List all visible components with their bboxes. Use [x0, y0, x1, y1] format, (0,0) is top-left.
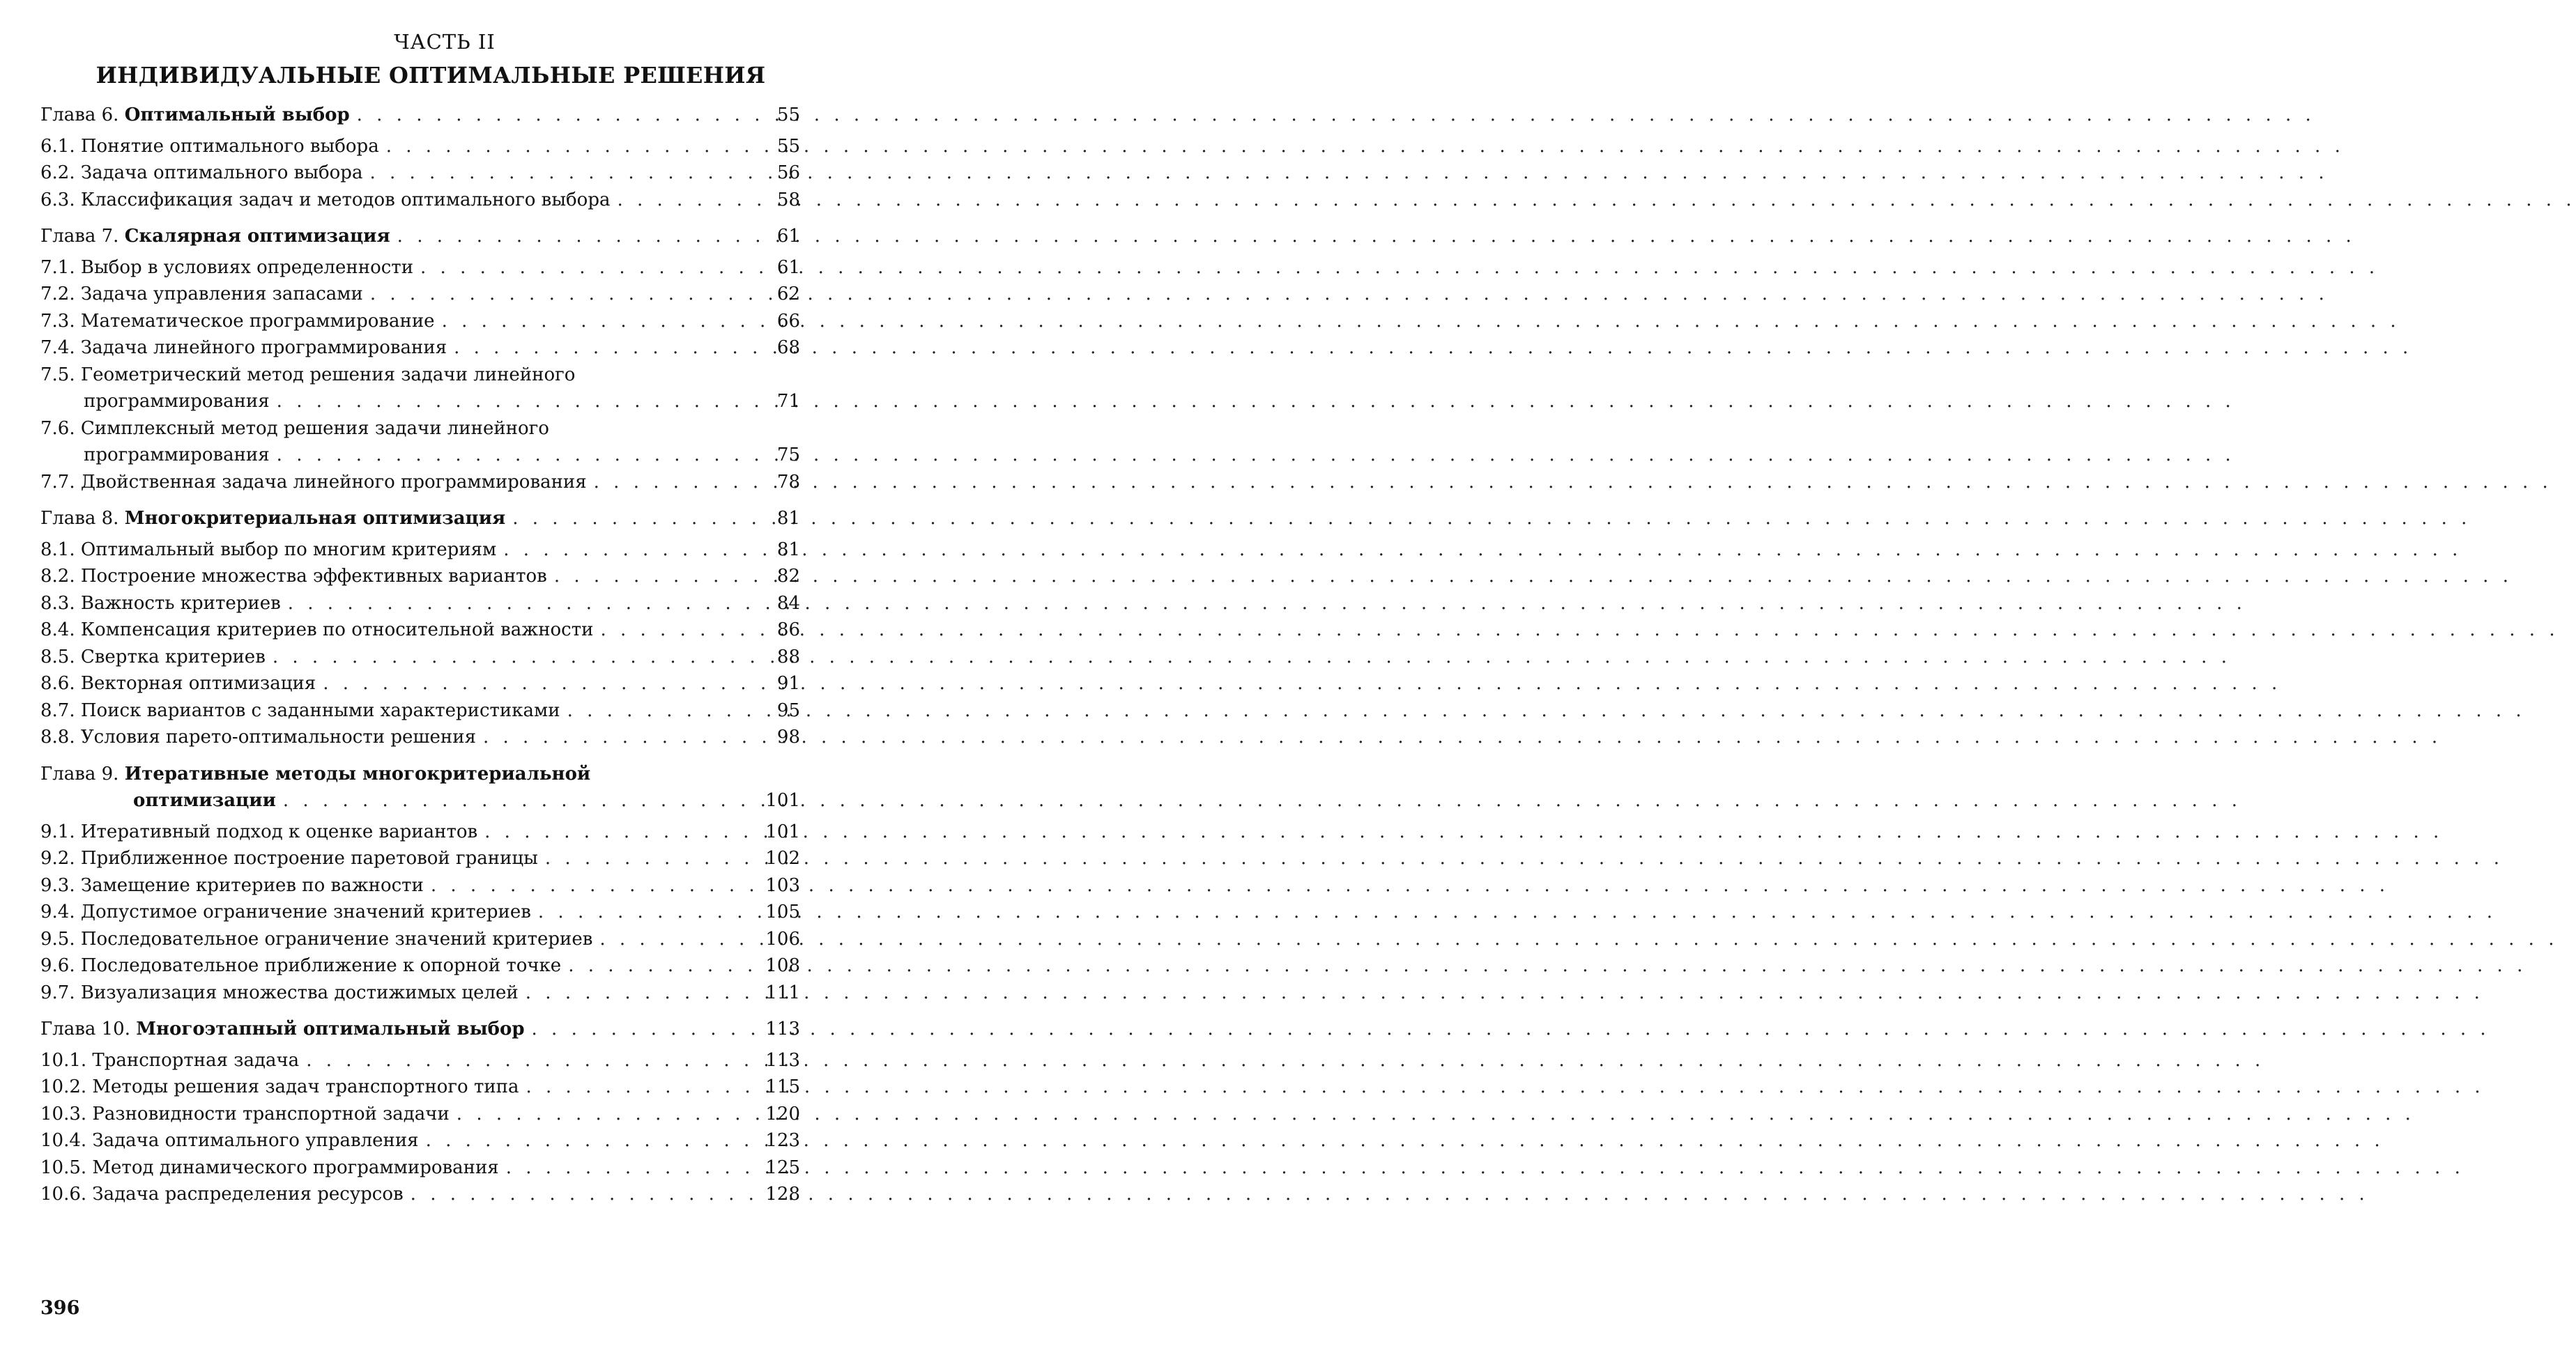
chapter-page-number: 61: [776, 226, 800, 247]
section-title: 9.7. Визуализация множества достижимых целей: [40, 982, 519, 1003]
dot-leader: [306, 1047, 761, 1074]
section-title: 7.3. Математическое программирование: [40, 310, 435, 332]
toc-section-entry[interactable]: [40, 160, 800, 187]
toc-chapter-heading[interactable]: [40, 505, 800, 532]
section-title: 7.4. Задача линейного программирования: [40, 337, 447, 358]
section-title: 8.5. Свертка критериев: [40, 646, 266, 667]
toc-section-entry[interactable]: [40, 872, 800, 899]
dot-leader: [386, 133, 767, 160]
toc-section-entry[interactable]: [40, 133, 800, 160]
toc-chapter: [40, 505, 800, 751]
section-title: 9.3. Замещение критериев по важности: [40, 874, 424, 896]
toc-section-entry[interactable]: [40, 415, 800, 442]
section-title: 8.1. Оптимальный выбор по многим критериям: [40, 539, 497, 560]
section-page-number: 86: [776, 619, 800, 640]
section-page-number: 120: [765, 1103, 800, 1125]
dot-leader: [370, 281, 767, 308]
chapter-title: Многокритериальная оптимизация: [124, 508, 506, 529]
toc-section-entry[interactable]: [40, 845, 800, 872]
dot-leader: [288, 590, 767, 617]
section-title: 8.3. Важность критериев: [40, 592, 281, 614]
dot-leader: [600, 617, 767, 644]
toc-chapter: [40, 102, 800, 213]
chapter-page-number: 101: [765, 790, 800, 811]
dot-leader: [454, 334, 767, 362]
toc-section-entry[interactable]: [40, 1101, 800, 1128]
chapter-number: Глава 7.: [40, 226, 125, 247]
section-title: 7.6. Симплексный метод решения задачи линейного: [40, 417, 549, 439]
toc-section-entry[interactable]: [40, 1181, 800, 1208]
toc-section-entry[interactable]: [40, 469, 800, 496]
dot-leader: [506, 1154, 762, 1182]
section-title: 10.5. Метод динамического программирования: [40, 1157, 499, 1178]
dot-leader: [599, 926, 761, 953]
section-page-number: 61: [776, 256, 800, 278]
chapter-page-number: 81: [776, 508, 800, 529]
section-title: 10.6. Задача распределения ресурсов: [40, 1184, 404, 1205]
section-title: 9.6. Последовательное приближение к опорной точке: [40, 955, 562, 976]
table-of-contents: [40, 102, 800, 1208]
section-title: 6.2. Задача оптимального выбора: [40, 162, 363, 183]
section-page-number: 103: [765, 874, 800, 896]
dot-leader: [526, 1074, 762, 1101]
section-page-number: 101: [765, 821, 800, 842]
dot-leader: [538, 899, 761, 926]
dot-leader: [442, 308, 767, 335]
dot-leader: [397, 223, 767, 250]
toc-section-entry[interactable]: [40, 281, 800, 308]
section-title: 6.3. Классификация задач и методов оптимального выбора: [40, 189, 611, 210]
toc-section-entry[interactable]: [40, 442, 800, 469]
section-title: 9.5. Последовательное ограничение значений критериев: [40, 928, 593, 950]
toc-chapter-heading[interactable]: [40, 787, 800, 814]
section-page-number: 128: [765, 1184, 800, 1205]
toc-section-entry[interactable]: [40, 980, 800, 1007]
chapter-title: Скалярная оптимизация: [124, 226, 390, 247]
dot-leader: [568, 952, 761, 980]
toc-section-entry[interactable]: [40, 1154, 800, 1182]
dot-leader: [526, 980, 762, 1007]
chapter-title: оптимизации: [133, 790, 276, 811]
section-title: 10.2. Методы решения задач транспортного типа: [40, 1076, 519, 1097]
toc-chapter-heading[interactable]: [40, 223, 800, 250]
section-page-number: 111: [765, 982, 800, 1003]
chapter-title: Многоэтапный оптимальный выбор: [136, 1019, 525, 1040]
toc-section-entry[interactable]: [40, 819, 800, 846]
section-page-number: 84: [776, 592, 800, 614]
toc-chapter: [40, 1016, 800, 1208]
section-title: 8.4. Компенсация критериев по относительной важности: [40, 619, 594, 640]
section-title: 7.2. Задача управления запасами: [40, 284, 363, 304]
dot-leader: [567, 697, 767, 725]
dot-leader: [512, 505, 767, 532]
dot-leader: [532, 1016, 762, 1043]
section-title: 10.4. Задача оптимального управления: [40, 1130, 419, 1151]
chapter-page-number: 55: [776, 105, 800, 125]
toc-section-entry[interactable]: [40, 362, 800, 389]
section-title: 6.1. Понятие оптимального выбора: [40, 135, 379, 157]
section-page-number: 62: [776, 284, 800, 304]
chapter-title: Оптимальный выбор: [124, 105, 350, 125]
section-page-number: 82: [776, 566, 800, 587]
toc-section-entry[interactable]: [40, 1074, 800, 1101]
section-page-number: 88: [776, 646, 800, 667]
toc-section-entry[interactable]: [40, 1047, 800, 1074]
section-page-number: 68: [776, 337, 800, 358]
section-page-number: 108: [765, 955, 800, 976]
dot-leader: [323, 670, 767, 697]
section-page-number: 66: [776, 310, 800, 332]
dot-leader: [420, 254, 767, 281]
section-title: 9.4. Допустимое ограничение значений критериев: [40, 902, 531, 922]
toc-section-entry[interactable]: [40, 899, 800, 926]
chapter-number: Глава 10.: [40, 1019, 137, 1040]
dot-leader: [545, 845, 762, 872]
chapter-page-number: 113: [765, 1019, 800, 1040]
section-page-number: 106: [765, 928, 800, 950]
section-page-number: 58: [776, 189, 800, 210]
section-page-number: 75: [776, 445, 800, 465]
dot-leader: [283, 787, 762, 814]
dot-leader: [457, 1101, 762, 1128]
toc-chapter-heading[interactable]: [40, 761, 800, 788]
toc-section-entry[interactable]: [40, 563, 800, 590]
dot-leader: [484, 819, 761, 846]
section-title: 8.2. Построение множества эффективных вариантов: [40, 566, 547, 587]
chapter-number: Глава 6.: [40, 105, 125, 125]
toc-section-entry[interactable]: [40, 952, 800, 980]
dot-leader: [431, 872, 761, 899]
section-title: 10.1. Транспортная задача: [40, 1049, 300, 1071]
section-page-number: 125: [765, 1157, 800, 1178]
section-title: 7.5. Геометрический метод решения задачи линейного: [40, 364, 576, 385]
section-page-number: 113: [765, 1049, 800, 1071]
dot-leader: [411, 1181, 762, 1208]
section-title: 8.6. Векторная оптимизация: [40, 673, 316, 694]
toc-section-entry[interactable]: [40, 254, 800, 281]
dot-leader: [594, 469, 767, 496]
section-title: программирования: [84, 391, 270, 412]
section-title: 10.3. Разновидности транспортной задачи: [40, 1103, 450, 1125]
part-label: ЧАСТЬ II: [394, 30, 496, 54]
toc-chapter-heading[interactable]: [40, 102, 800, 129]
toc-section-entry[interactable]: [40, 308, 800, 335]
section-page-number: 115: [765, 1076, 800, 1097]
section-title: 9.1. Итеративный подход к оценке вариантов: [40, 821, 478, 842]
dot-leader: [426, 1127, 762, 1154]
dot-leader: [503, 536, 767, 564]
dot-leader: [277, 442, 767, 469]
dot-leader: [277, 388, 767, 415]
toc-section-entry[interactable]: [40, 617, 800, 644]
toc-section-entry[interactable]: [40, 926, 800, 953]
section-title: 8.7. Поиск вариантов с заданными характеристиками: [40, 700, 560, 721]
dot-leader: [483, 724, 767, 751]
toc-section-entry[interactable]: [40, 536, 800, 564]
part-title: ИНДИВИДУАЛЬНЫЕ ОПТИМАЛЬНЫЕ РЕШЕНИЯ: [95, 62, 766, 88]
toc-section-entry[interactable]: [40, 187, 800, 214]
section-page-number: 102: [765, 848, 800, 869]
section-title: 7.1. Выбор в условиях определенности: [40, 256, 414, 278]
section-page-number: 91: [776, 673, 800, 694]
section-title: 9.2. Приближенное построение паретовой границы: [40, 848, 538, 869]
section-page-number: 123: [765, 1130, 800, 1151]
section-page-number: 71: [776, 391, 800, 412]
section-page-number: 78: [776, 471, 800, 493]
dot-leader: [554, 563, 767, 590]
toc-chapter: [40, 223, 800, 495]
section-page-number: 56: [776, 162, 800, 183]
section-page-number: 98: [776, 727, 800, 748]
book-page: [40, 28, 800, 1208]
page-number: 396: [40, 1297, 80, 1319]
dot-leader: [273, 644, 767, 671]
toc-section-entry[interactable]: [40, 697, 800, 725]
toc-section-entry[interactable]: [40, 590, 800, 617]
section-page-number: 81: [776, 539, 800, 560]
dot-leader: [369, 160, 767, 187]
chapter-number: Глава 8.: [40, 508, 125, 529]
section-title: программирования: [84, 445, 270, 465]
toc-section-entry[interactable]: [40, 1127, 800, 1154]
section-title: 7.7. Двойственная задача линейного программирования: [40, 471, 587, 493]
toc-section-entry[interactable]: [40, 644, 800, 671]
section-page-number: 95: [776, 700, 800, 721]
dot-leader: [617, 187, 767, 214]
toc-chapter: [40, 761, 800, 1007]
chapter-title: Итеративные методы многокритериальной: [124, 763, 591, 785]
dot-leader: [357, 102, 767, 129]
section-page-number: 105: [765, 902, 800, 922]
toc-section-entry[interactable]: [40, 724, 800, 751]
section-title: 8.8. Условия парето-оптимальности решения: [40, 727, 476, 748]
toc-section-entry[interactable]: [40, 670, 800, 697]
toc-section-entry[interactable]: [40, 388, 800, 415]
section-page-number: 55: [776, 135, 800, 157]
chapter-number: Глава 9.: [40, 763, 125, 785]
toc-section-entry[interactable]: [40, 334, 800, 362]
toc-chapter-heading[interactable]: [40, 1016, 800, 1043]
